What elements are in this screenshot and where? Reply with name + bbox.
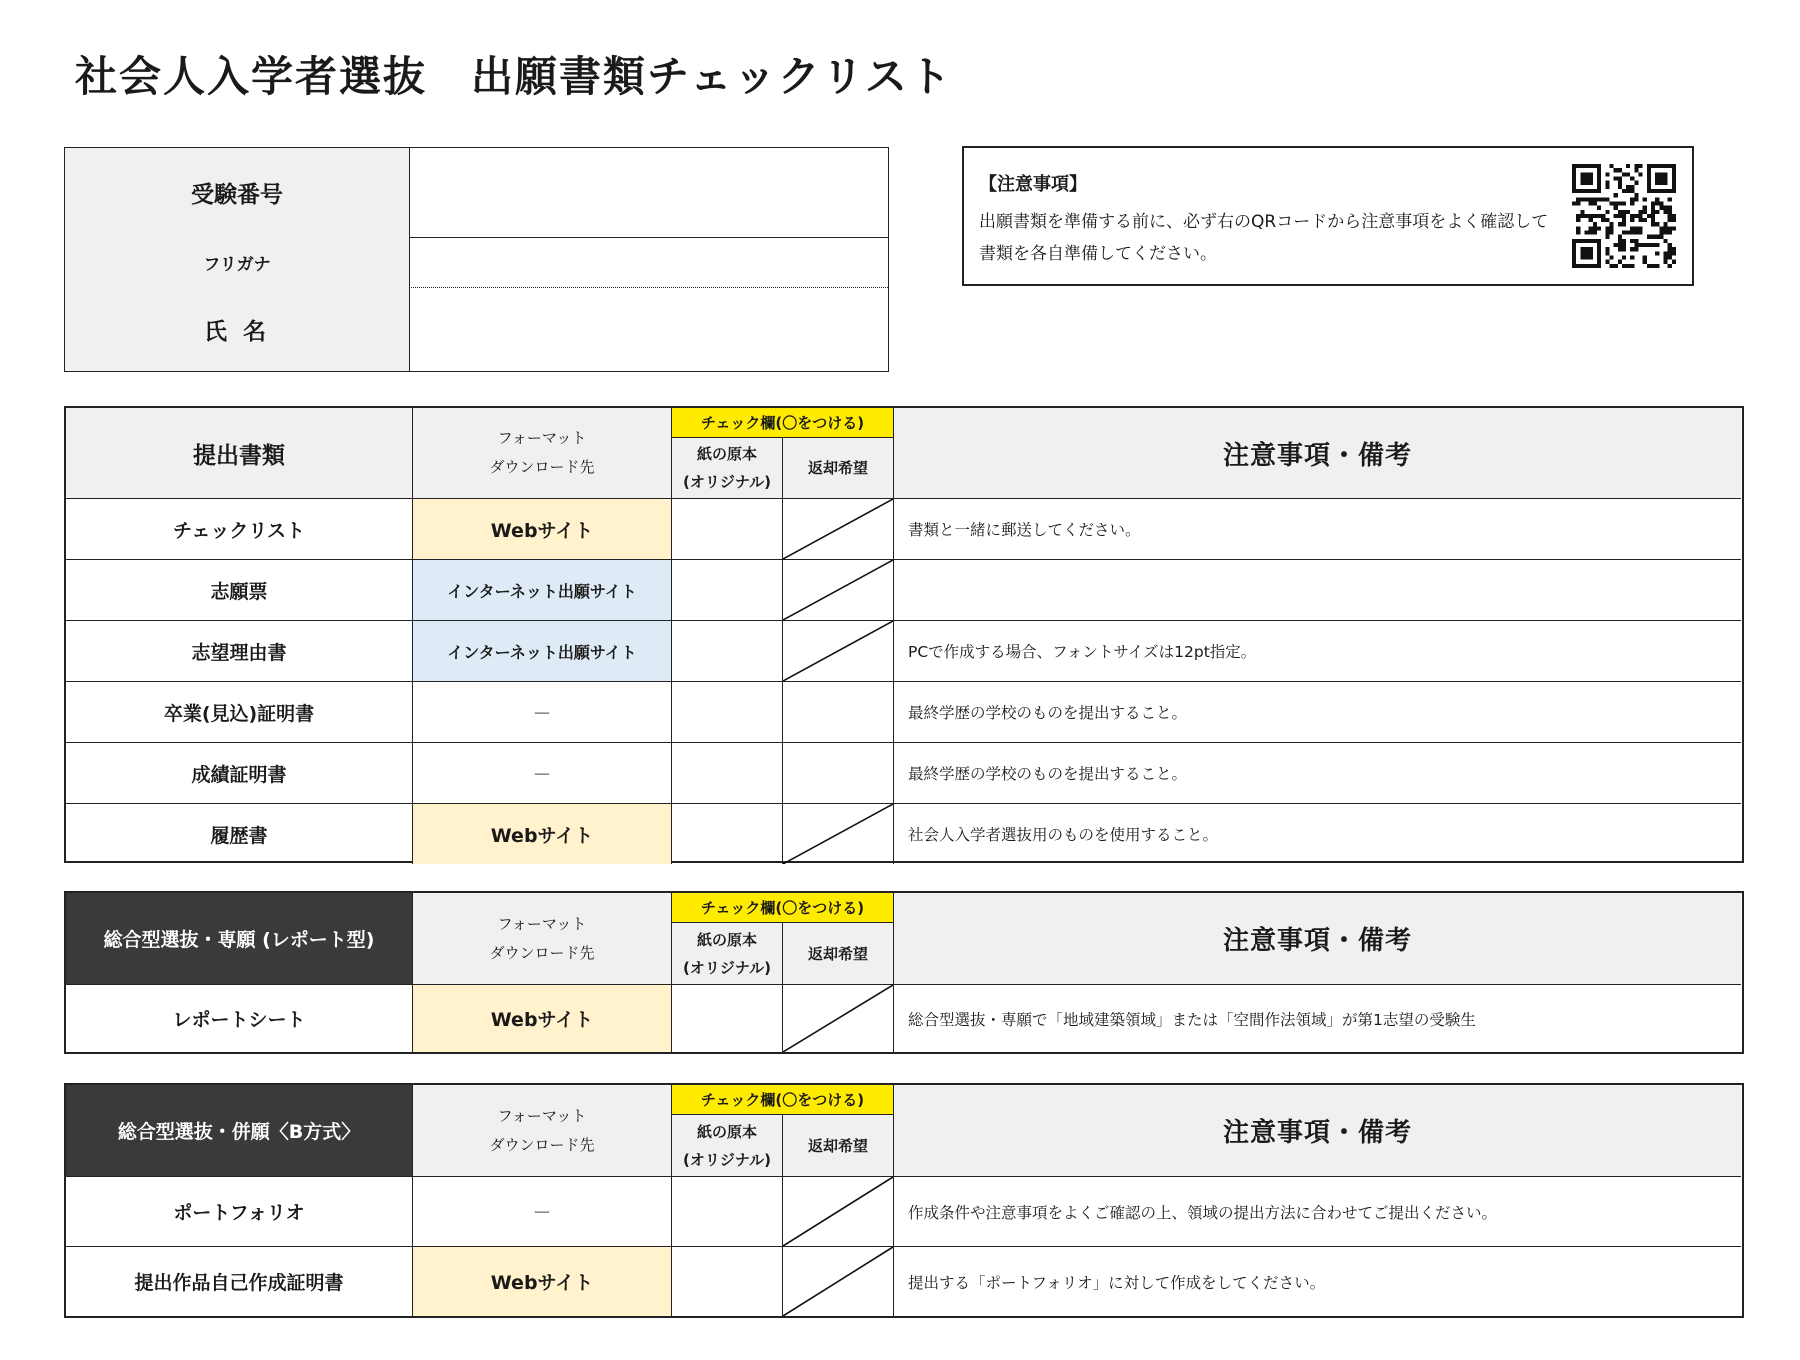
format-download-link[interactable]: Webサイト [412, 1246, 671, 1316]
original-check-cell[interactable] [671, 1176, 782, 1246]
original-check-cell[interactable] [671, 681, 782, 742]
document-name: ポートフォリオ [66, 1176, 412, 1246]
page-title: 社会人入学者選抜 出願書類チェックリスト [75, 52, 953, 101]
return-request-cell [782, 1176, 893, 1246]
document-name: レポートシート [66, 984, 412, 1052]
document-name: 卒業(見込)証明書 [66, 681, 412, 742]
notes-header: 注意事項・備考 [893, 893, 1741, 984]
submission-documents-table [64, 406, 1744, 863]
return-request-header: 返却希望 [782, 922, 893, 984]
check-column-header: チェック欄(〇をつける) [671, 408, 893, 437]
furigana-label: フリガナ [65, 237, 410, 287]
original-header-line1: 紙の原本 [696, 445, 757, 463]
notice-box [962, 146, 1694, 286]
format-download-link[interactable]: インターネット出願サイト [412, 559, 671, 620]
format-header-line2: ダウンロード先 [489, 458, 595, 476]
note-cell [893, 559, 1741, 620]
note-cell: 総合型選抜・専願で「地域建築領域」または「空間作法領域」が第1志望の受験生 [893, 984, 1741, 1052]
document-name: 提出作品自己作成証明書 [66, 1246, 412, 1316]
document-name: 成績証明書 [66, 742, 412, 803]
format-download-link[interactable]: Webサイト [412, 803, 671, 864]
notice-title: 【注意事項】 [979, 174, 1087, 195]
name-field[interactable] [411, 288, 888, 371]
exam-number-label: 受験番号 [65, 148, 410, 237]
notes-header: 注意事項・備考 [893, 408, 1741, 498]
notes-header: 注意事項・備考 [893, 1085, 1741, 1176]
note-cell: 最終学歴の学校のものを提出すること。 [893, 681, 1741, 742]
comprehensive-exclusive-table [64, 891, 1744, 1054]
not-applicable-slash [783, 621, 893, 681]
document-name: 志願票 [66, 559, 412, 620]
original-header-line1: 紙の原本 [696, 1122, 757, 1141]
qr-code-icon[interactable] [1572, 164, 1676, 268]
return-request-header: 返却希望 [782, 1114, 893, 1176]
return-request-cell [782, 1246, 893, 1316]
check-column-header: チェック欄(〇をつける) [671, 1085, 893, 1114]
note-cell: 作成条件や注意事項をよくご確認の上、領域の提出方法に合わせてご提出ください。 [893, 1176, 1741, 1246]
original-check-cell[interactable] [671, 803, 782, 864]
return-request-cell [782, 498, 893, 559]
original-header-line2: (オリジナル) [683, 958, 771, 977]
exam-number-field[interactable] [411, 148, 888, 237]
table-heading: 提出書類 [66, 408, 412, 498]
format-download-link[interactable]: Webサイト [412, 984, 671, 1052]
format-none: － [412, 1176, 671, 1246]
not-applicable-slash [783, 499, 893, 559]
original-header-line2: (オリジナル) [683, 1150, 771, 1169]
original-header-line2: (オリジナル) [683, 473, 771, 491]
return-request-cell [782, 984, 893, 1052]
note-cell: PCで作成する場合、フォントサイズは12pt指定。 [893, 620, 1741, 681]
not-applicable-slash [783, 1247, 893, 1316]
note-cell: 社会人入学者選抜用のものを使用すること。 [893, 803, 1741, 864]
format-header-line2: ダウンロード先 [489, 943, 595, 962]
document-name: 志望理由書 [66, 620, 412, 681]
name-label: 氏 名 [65, 287, 410, 371]
furigana-field[interactable] [411, 238, 888, 286]
original-check-cell[interactable] [671, 559, 782, 620]
return-request-header: 返却希望 [782, 437, 893, 498]
return-request-cell[interactable] [782, 742, 893, 803]
applicant-info-box [64, 147, 889, 372]
check-column-header: チェック欄(〇をつける) [671, 893, 893, 922]
format-none: － [412, 742, 671, 803]
original-paper-header [671, 1114, 782, 1176]
format-download-header [412, 408, 671, 498]
comprehensive-combined-table [64, 1083, 1744, 1318]
not-applicable-slash [783, 985, 893, 1052]
not-applicable-slash [783, 804, 893, 864]
return-request-cell [782, 559, 893, 620]
not-applicable-slash [783, 560, 893, 620]
original-check-cell[interactable] [671, 742, 782, 803]
format-none: － [412, 681, 671, 742]
return-request-cell [782, 620, 893, 681]
table-heading: 総合型選抜・併願〈B方式〉 [66, 1085, 412, 1176]
notice-body: 出願書類を準備する前に、必ず右のQRコードから注意事項をよく確認して書類を各自準備してください。 [979, 212, 1549, 264]
format-header-line2: ダウンロード先 [489, 1135, 595, 1154]
original-check-cell[interactable] [671, 620, 782, 681]
return-request-cell[interactable] [782, 681, 893, 742]
format-header-line1: フォーマット [497, 429, 587, 447]
format-download-header [412, 893, 671, 984]
original-check-cell[interactable] [671, 984, 782, 1052]
format-download-link[interactable]: Webサイト [412, 498, 671, 559]
format-download-header [412, 1085, 671, 1176]
format-download-link[interactable]: インターネット出願サイト [412, 620, 671, 681]
document-name: 履歴書 [66, 803, 412, 864]
note-cell: 書類と一緒に郵送してください。 [893, 498, 1741, 559]
table-heading: 総合型選抜・専願 (レポート型) [66, 893, 412, 984]
format-header-line1: フォーマット [497, 1106, 587, 1125]
document-name: チェックリスト [66, 498, 412, 559]
original-paper-header [671, 922, 782, 984]
return-request-cell [782, 803, 893, 864]
note-cell: 提出する「ポートフォリオ」に対して作成をしてください。 [893, 1246, 1741, 1316]
original-check-cell[interactable] [671, 1246, 782, 1316]
original-check-cell[interactable] [671, 498, 782, 559]
original-paper-header [671, 437, 782, 498]
not-applicable-slash [783, 1177, 893, 1246]
note-cell: 最終学歴の学校のものを提出すること。 [893, 742, 1741, 803]
original-header-line1: 紙の原本 [696, 930, 757, 949]
format-header-line1: フォーマット [497, 914, 587, 933]
